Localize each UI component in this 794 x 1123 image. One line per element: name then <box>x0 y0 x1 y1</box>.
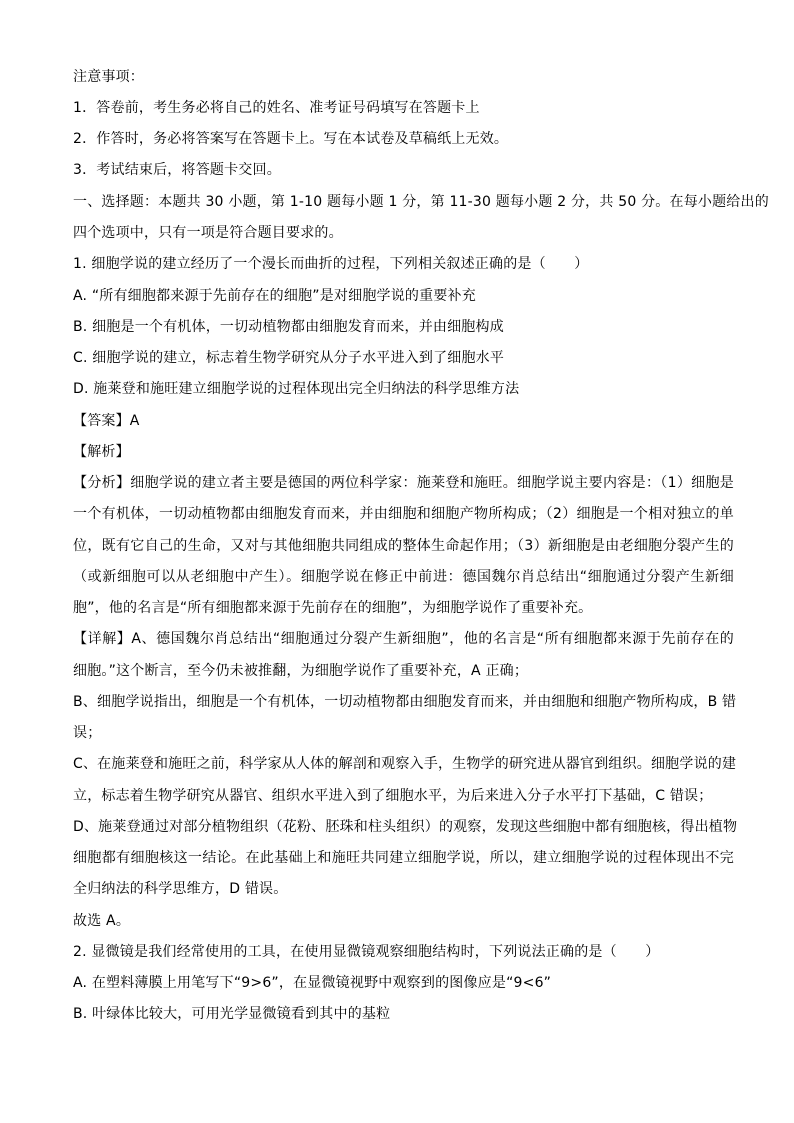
analysis-line: 胞”，他的名言是“所有细胞都来源于先前存在的细胞”，为细胞学说作了重要补充。 <box>73 600 593 616</box>
question-1-option-a: A. “所有细胞都来源于先前存在的细胞”是对细胞学说的重要补充 <box>73 288 476 304</box>
question-2-stem: 2. 显微镜是我们经常使用的工具，在使用显微镜观察细胞结构时，下列说法正确的是（ ） <box>73 944 660 960</box>
detail-line: 误； <box>73 725 102 741</box>
question-2-option-b: B. 叶绿体比较大，可用光学显微镜看到其中的基粒 <box>73 1006 391 1022</box>
question-1-stem: 1. 细胞学说的建立经历了一个漫长而曲折的过程，下列相关叙述正确的是（ ） <box>73 256 589 272</box>
question-1-conclusion: 故选 A。 <box>73 913 131 929</box>
question-1-option-d: D. 施莱登和施旺建立细胞学说的过程体现出完全归纳法的科学思维方法 <box>73 381 520 397</box>
section-heading: 一、选择题：本题共 30 小题，第 1-10 题每小题 1 分，第 11-30 题每小题 2 分，共 50 分。在每小题给出的 <box>73 194 769 210</box>
question-1-option-b: B. 细胞是一个有机体，一切动植物都由细胞发育而来，并由细胞构成 <box>73 319 504 335</box>
question-2-option-a: A. 在塑料薄膜上用笔写下“9>6”，在显微镜视野中观察到的图像应是“9<6” <box>73 975 552 991</box>
analysis-line: 位，既有它自己的生命，又对与其他细胞共同组成的整体生命起作用；（3）新细胞是由老细胞分裂产生的 <box>73 538 734 554</box>
notice-item: 2．作答时，务必将答案写在答题卡上。写在本试卷及草稿纸上无效。 <box>73 131 509 147</box>
question-1-analysis-heading: 【解析】 <box>73 444 130 460</box>
analysis-line: 一个有机体，一切动植物都由细胞发育而来，并由细胞和细胞产物所构成；（2）细胞是一个相对独立的单 <box>73 506 734 522</box>
detail-line: D、施莱登通过对部分植物组织（花粉、胚珠和柱头组织）的观察，发现这些细胞中都有细胞核，得出植物 <box>73 819 738 835</box>
detail-line: 细胞都有细胞核这一结论。在此基础上和施旺共同建立细胞学说，所以，建立细胞学说的过程体现出不完 <box>73 850 734 866</box>
notice-title: 注意事项： <box>73 69 144 85</box>
question-1-option-c: C. 细胞学说的建立，标志着生物学研究从分子水平进入到了细胞水平 <box>73 350 505 366</box>
detail-line: 【详解】A、德国魏尔肖总结出“细胞通过分裂产生新细胞”，他的名言是“所有细胞都来源于先前存在的 <box>73 631 734 647</box>
detail-line: B、细胞学说指出，细胞是一个有机体，一切动植物都由细胞发育而来，并由细胞和细胞产物所构成，B 错 <box>73 694 737 710</box>
detail-line: C、在施莱登和施旺之前，科学家从人体的解剖和观察入手，生物学的研究进从器官到组织。细胞学说的建 <box>73 756 737 772</box>
detail-line: 立，标志着生物学研究从器官、组织水平进入到了细胞水平，为后来进入分子水平打下基础，C 错误； <box>73 788 713 804</box>
detail-line: 全归纳法的科学思维方，D 错误。 <box>73 881 288 897</box>
notice-item: 3．考试结束后，将答题卡交回。 <box>73 162 281 178</box>
notice-item: 1．答卷前，考生务必将自己的姓名、准考证号码填写在答题卡上 <box>73 100 480 116</box>
section-heading-cont: 四个选项中，只有一项是符合题目要求的。 <box>73 225 343 241</box>
detail-line: 细胞。”这个断言，至今仍未被推翻，为细胞学说作了重要补充，A 正确； <box>73 663 529 679</box>
analysis-line: （或新细胞可以从老细胞中产生）。细胞学说在修正中前进：德国魏尔肖总结出“细胞通过分裂产生新细 <box>73 569 734 585</box>
analysis-line: 【分析】细胞学说的建立者主要是德国的两位科学家：施莱登和施旺。细胞学说主要内容是：（1）细胞是 <box>73 475 734 491</box>
question-1-answer: 【答案】A <box>73 413 140 429</box>
